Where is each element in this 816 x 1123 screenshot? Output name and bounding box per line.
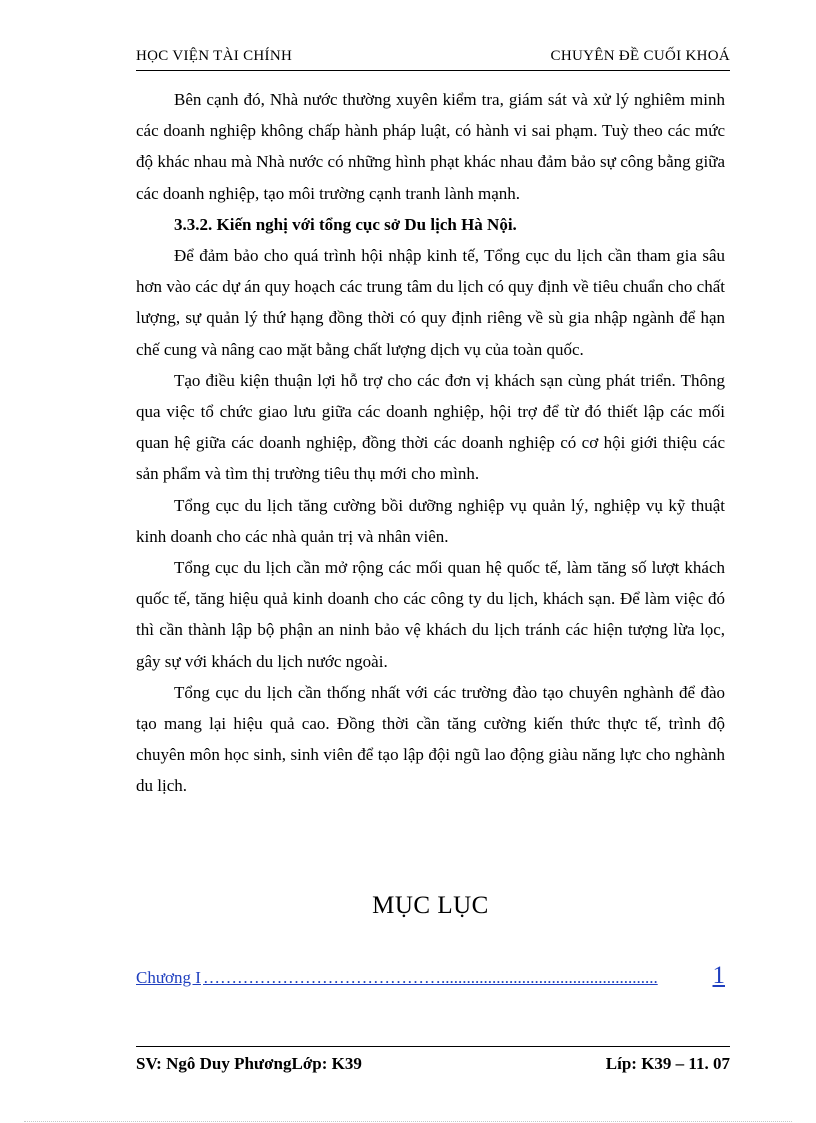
section-heading: 3.3.2. Kiến nghị với tổng cục sở Du lịch Hà Nội. <box>174 214 517 234</box>
toc-entry-chapter-1[interactable] <box>136 962 725 990</box>
footer-divider <box>136 1046 730 1047</box>
page-footer <box>136 1054 730 1074</box>
toc-entry-page-number: 1 <box>712 962 725 989</box>
toc-entry-label: Chương I <box>136 968 201 987</box>
toc-leader-dots: ……………………………………................................................... <box>202 968 658 987</box>
footer-student: SV: Ngô Duy PhươngLớp: K39 <box>136 1054 362 1073</box>
body-text <box>136 84 725 802</box>
page-header <box>136 48 730 65</box>
paragraph: Để đảm bảo cho quá trình hội nhập kinh tế, Tổng cục du lịch cần tham gia sâu hơn vào các dự án quy hoạch các trung tâm du lịch có quy định về tiêu chuẩn cho chất lượng, sự quản lý thứ hạng đồng thời có quy định riêng về sù gia nhập ngành để hạn chế cung và nâng cao mặt bằng chất lượng dịch vụ của toàn quốc. <box>136 246 725 359</box>
header-divider <box>136 70 730 71</box>
page-bottom-edge <box>24 1121 792 1122</box>
paragraph: Tổng cục du lịch tăng cường bồi dưỡng nghiệp vụ quản lý, nghiệp vụ kỹ thuật kinh doanh cho các nhà quản trị và nhân viên. <box>136 495 725 546</box>
toc-title: MỤC LỤC <box>372 892 489 919</box>
footer-class: Líp: K39 – 11. 07 <box>605 1054 730 1073</box>
paragraph: Tổng cục du lịch cần mở rộng các mối quan hệ quốc tế, làm tăng số lượt khách quốc tế, tăng hiệu quả kinh doanh cho các công ty du lịch, khách sạn. Để làm việc đó thì cần thành lập bộ phận an ninh bảo vệ khách du lịch tránh các hiện tượng lừa lọc, gây sự với khách du lịch nước ngoài. <box>136 558 725 671</box>
paragraph: Bên cạnh đó, Nhà nước thường xuyên kiểm tra, giám sát và xử lý nghiêm minh các doanh nghiệp không chấp hành pháp luật, có hành vi sai phạm. Tuỳ theo các mức độ khác nhau mà Nhà nước có những hình phạt khác nhau đảm bảo sự công bằng giữa các doanh nghiệp, tạo môi trường cạnh tranh lành mạnh. <box>136 90 725 203</box>
paragraph: Tạo điều kiện thuận lợi hỗ trợ cho các đơn vị khách sạn cùng phát triển. Thông qua việc tổ chức giao lưu giữa các doanh nghiệp, hội trợ để từ đó thiết lập các mối quan hệ giữa các doanh nghiệp, đồng thời các doanh nghiệp có cơ hội giới thiệu các sản phẩm và tìm thị trường tiêu thụ mới cho mình. <box>136 370 725 484</box>
header-document-type: CHUYÊN ĐỀ CUỐI KHOÁ <box>550 48 730 64</box>
header-institution: HỌC VIỆN TÀI CHÍNH <box>136 48 293 64</box>
paragraph: Tổng cục du lịch cần thống nhất với các trường đào tạo chuyên nghành để đào tạo mang lại hiệu quả cao. Đồng thời cần tăng cường kiến thức thực tế, trình độ chuyên môn học sinh, sinh viên để tạo lập đội ngũ lao động giàu năng lực cho nghành du lịch. <box>136 682 725 796</box>
